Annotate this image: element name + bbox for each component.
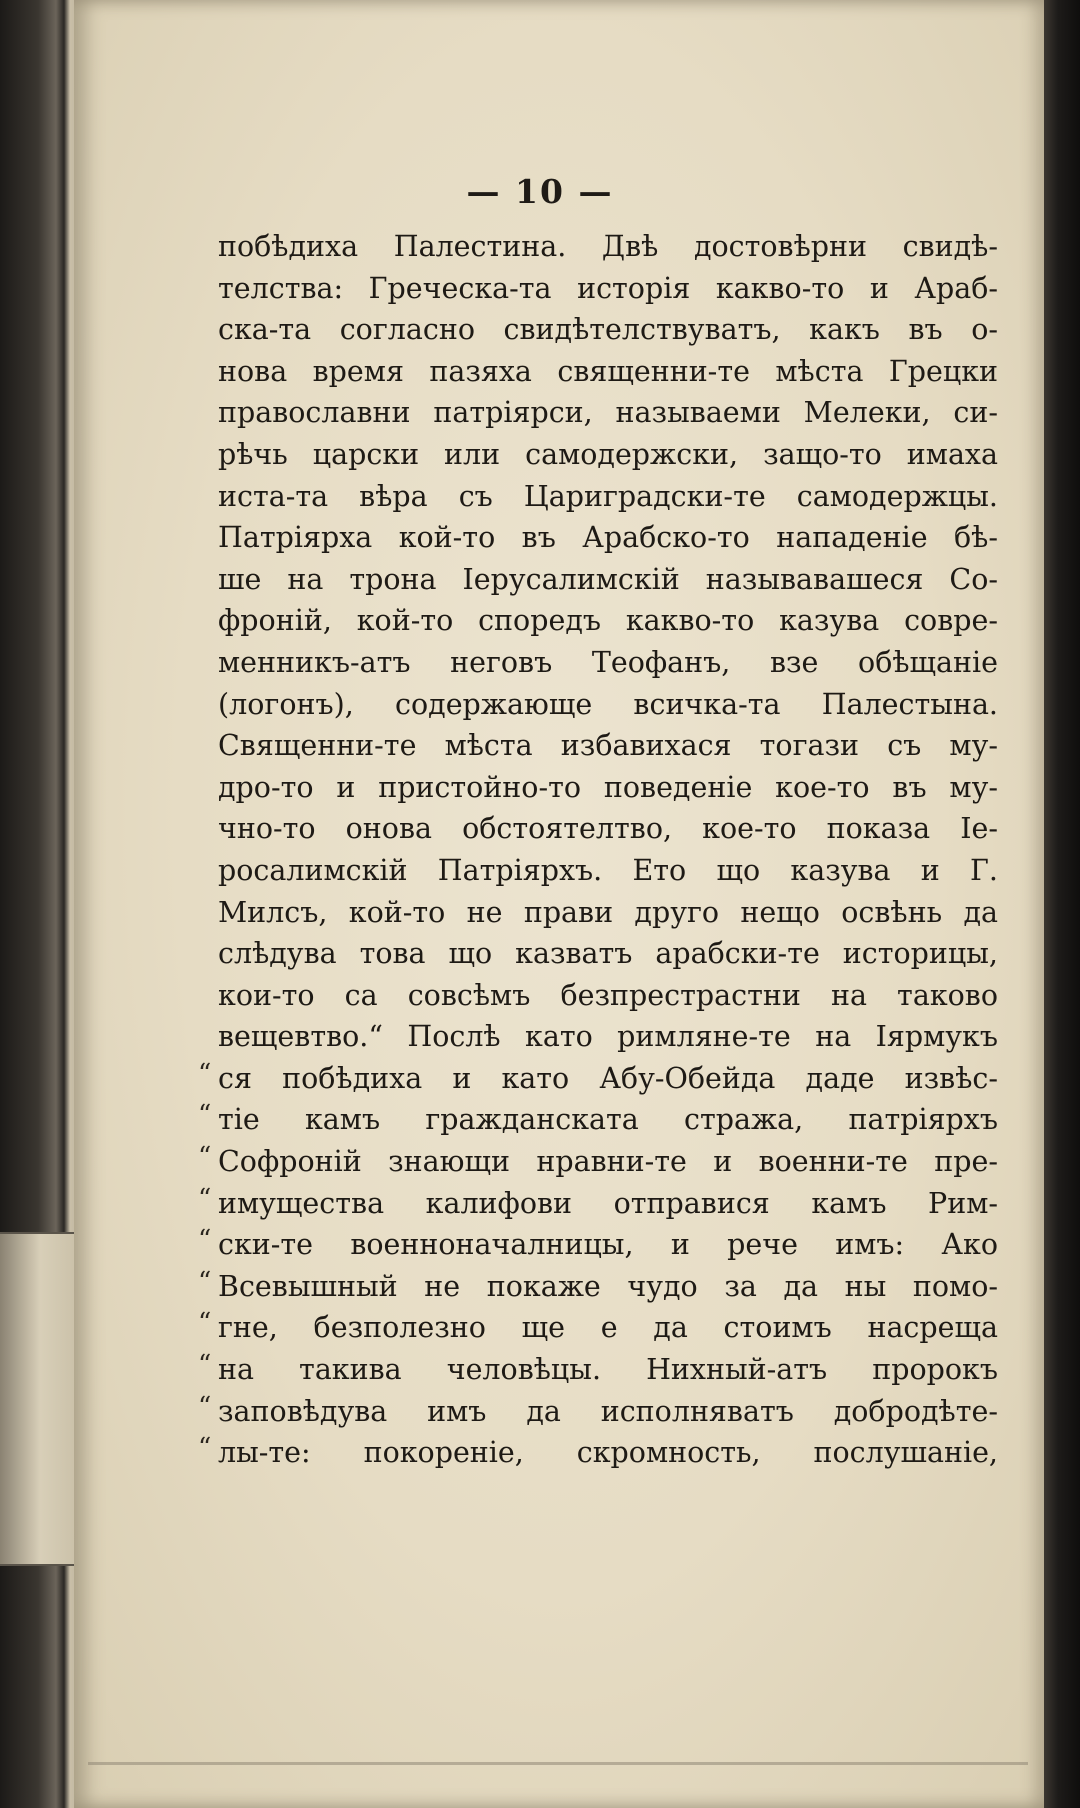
text-line: дро-то и пристойно-то поведеніе кое-то въ му- <box>218 770 998 804</box>
text-line: Священни-те мѣста избавихася тогази съ му- <box>218 729 998 763</box>
text-line: побѣдиха Палестина. Двѣ достовѣрни свидѣ- <box>218 230 998 263</box>
text-line: “ гне, безполезно ще е да стоимъ насреща <box>198 1307 998 1349</box>
quote-mark: “ <box>198 1266 212 1297</box>
text-line: ше на трона Іерусалимскій называвашеся Со- <box>218 562 998 596</box>
quote-mark: “ <box>198 1183 212 1214</box>
text-line: нова время пазяха священни-те мѣста Грецки <box>218 354 998 388</box>
page-edge-tab <box>0 1232 84 1566</box>
quote-mark: “ <box>198 1350 212 1381</box>
text-line: чно-то онова обстоятелтво, кое-то показа Іе- <box>218 812 998 846</box>
text-line: “ лы-те: покореніе, скромность, послушаніе, <box>198 1432 998 1474</box>
text-line: слѣдува това що казватъ арабски-те историцы, <box>218 937 998 971</box>
page-fold-line <box>88 1762 1028 1765</box>
text-line: Патріярха кой-то въ Арабско-то нападеніе бѣ- <box>218 521 998 555</box>
text-line: фроній, кой-то споредъ какво-то казува совре- <box>218 604 998 638</box>
text-line: “ заповѣдува имъ да исполняватъ добродѣте- <box>198 1391 998 1433</box>
text-line: кои-то са совсѣмъ безпрестрастни на таково <box>218 978 998 1012</box>
text-line: иста-та вѣра съ Цариградски-те самодержцы. <box>218 479 998 513</box>
text-line: менникъ-атъ неговъ Теофанъ, взе обѣщаніе <box>218 645 998 679</box>
quote-mark: “ <box>198 1391 212 1422</box>
text-line: Милсъ, кой-то не прави друго нещо освѣнь да <box>218 895 998 929</box>
quote-mark: “ <box>198 1142 212 1173</box>
quote-mark: “ <box>198 1433 212 1464</box>
text-line: вещевтво.“ Послѣ като римляне-те на Іярмукъ <box>218 1020 998 1054</box>
quote-mark: “ <box>198 1308 212 1339</box>
text-line: “ Софроній знающи нравни-те и военни-те пре- <box>198 1141 998 1183</box>
book-binding-right <box>1044 0 1080 1808</box>
body-text <box>198 226 998 1474</box>
text-line: “ ски-те военноначалницы, и рече имъ: Ако <box>198 1224 998 1266</box>
text-line: “ на такива человѣцы. Нихный-атъ пророкъ <box>198 1349 998 1391</box>
page-number: — 10 — <box>466 172 614 211</box>
text-line: (логонъ), содержающе всичка-та Палестына. <box>218 687 998 721</box>
quote-mark: “ <box>198 1058 212 1089</box>
quote-mark: “ <box>198 1225 212 1256</box>
text-line: телства: Греческа-та исторія какво-то и Араб- <box>218 271 998 305</box>
text-line: ска-та согласно свидѣтелствуватъ, какъ въ о- <box>218 313 998 347</box>
text-line: “ тіе камъ гражданската стража, патріярхъ <box>198 1099 998 1141</box>
text-line: “ ся побѣдиха и като Абу-Обейда даде извѣс- <box>198 1058 998 1100</box>
text-line: “ имущества калифови отправися камъ Рим- <box>198 1183 998 1225</box>
quote-mark: “ <box>198 1100 212 1131</box>
text-line: росалимскій Патріярхъ. Ето що казува и Г. <box>218 853 998 887</box>
text-line: православни патріярси, называеми Мелеки, си- <box>218 396 998 430</box>
text-line: рѣчь царски или самодержски, защо-то имаха <box>218 437 998 471</box>
text-line: “ Всевышный не покаже чудо за да ны помо- <box>198 1266 998 1308</box>
